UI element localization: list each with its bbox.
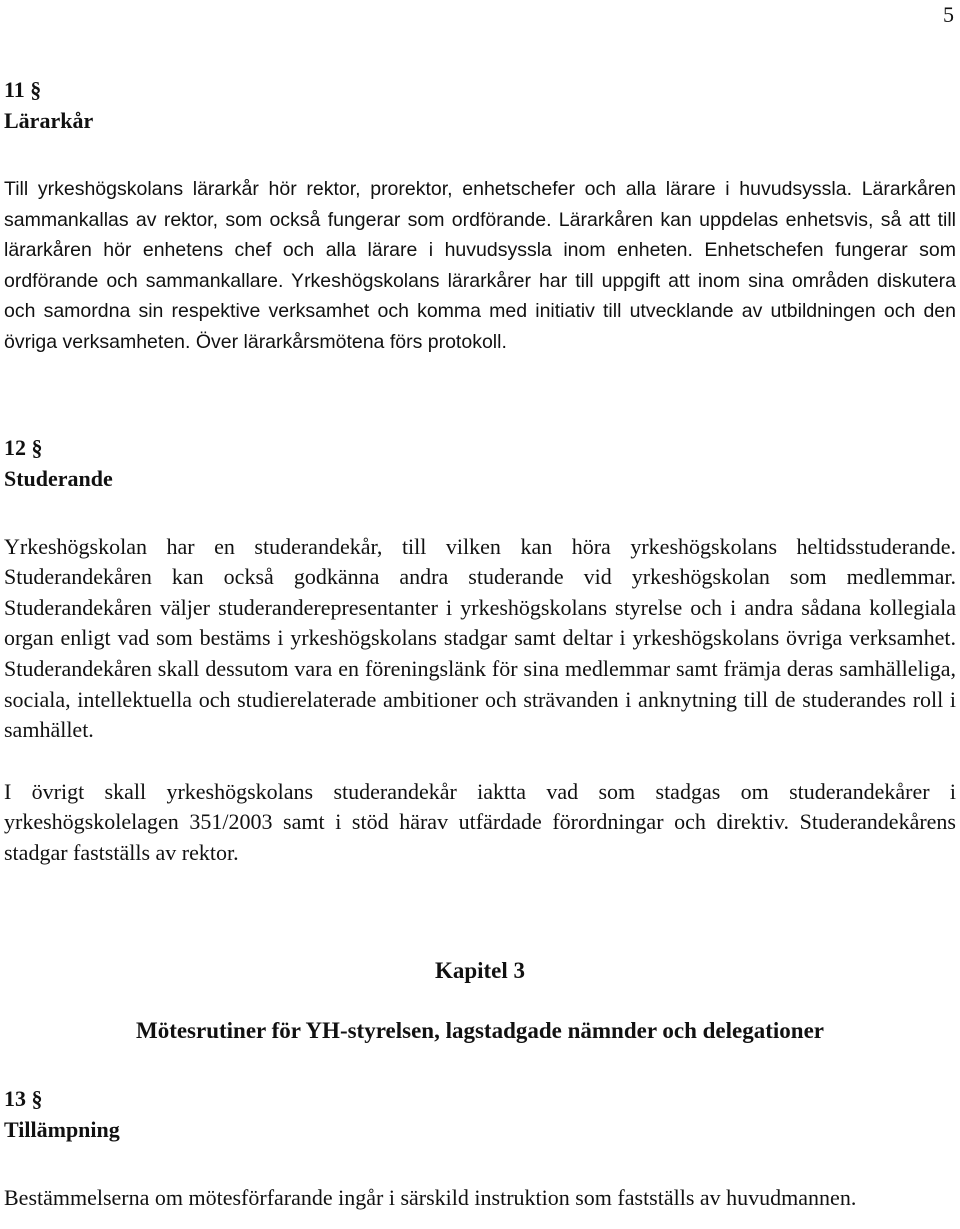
section-11-title: Lärarkår [4, 108, 94, 133]
document-body [4, 74, 956, 1213]
section-11 [4, 74, 956, 358]
section-12-paragraph-1: Yrkeshögskolan har en studerandekår, till vilken kan höra yrkeshögskolans heltidsstuderande. Studerandekåren kan också godkänna andra studerande vid yrkeshögskolan som medlemmar. Studerandekåren väljer studeranderepresentanter i yrkeshögskolans styrelse och i andra sådana kollegiala organ enligt vad som bestäms i yrkeshögskolans stadgar samt deltar i yrkeshögskolans övriga verksamhet. Studerandekåren skall dessutom vara en föreningslänk för sina medlemmar samt främja deras samhälleliga, sociala, intellektuella och studierelaterade ambitioner och strävanden i anknytning till de studerandes roll i samhället. [4, 533, 956, 743]
page-number: 5 [943, 2, 954, 27]
chapter-title: Mötesrutiner för YH-styrelsen, lagstadgade nämnder och delegationer [135, 1017, 824, 1043]
section-11-number: 11 § [4, 77, 42, 102]
section-11-paragraph: Till yrkeshögskolans lärarkår hör rektor, prorektor, enhetschefer och alla lärare i huvudsyssla. Lärarkåren sammankallas av rektor, som också fungerar som ordförande. Lärarkåren kan uppdelas enhetsvis, så att till lärarkåren hör enhetens chef och alla lärare i huvudsyssla inom enheten. Enhetschefen fungerar som ordförande och sammankallare. Yrkeshögskolans lärarkårer har till uppgift att inom sina områden diskutera och samordna sin respektive verksamhet och komma med initiativ till utvecklande av utbildningen och den övriga verksamheten. Över lärarkårsmötena förs protokoll. [4, 178, 956, 353]
section-12 [4, 432, 956, 869]
section-13-paragraph: Bestämmelserna om mötesförfarande ingår i särskild instruktion som fastställs av huvudmannen. [4, 1184, 857, 1210]
section-12-title: Studerande [4, 465, 113, 491]
section-12-paragraph-2: I övrigt skall yrkeshögskolans studerandekår iaktta vad som stadgas om studerandekårer i yrkeshögskolelagen 351/2003 samt i stöd härav utfärdade förordningar och direktiv. Studerandekårens stadgar fastställs av rektor. [4, 778, 956, 865]
section-13 [4, 1083, 956, 1214]
section-12-number: 12 § [4, 434, 43, 460]
section-13-number: 13 § [4, 1085, 43, 1111]
chapter-label: Kapitel 3 [434, 957, 526, 983]
section-13-title: Tillämpning [4, 1116, 120, 1142]
